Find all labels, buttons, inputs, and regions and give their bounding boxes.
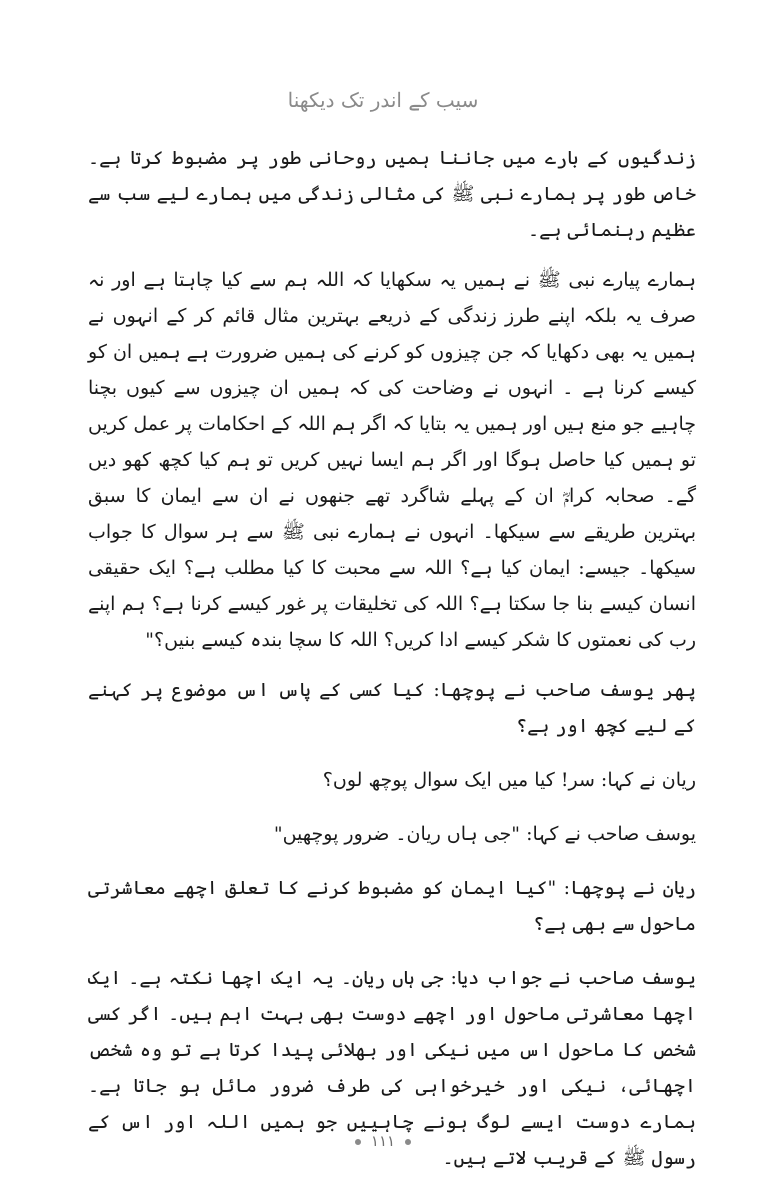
paragraph: زندگیوں کے بارے میں جاننا ہمیں روحانی طور پر مضبوط کرتا ہے۔ خاص طور پر ہمارے نبی ﷺ کی مثالی زندگی میں ہمارے لیے سب سے عظیم رہنمائی ہے۔ bbox=[88, 147, 696, 241]
paragraph: ہمارے پیارے نبی ﷺ نے ہمیں یہ سکھایا کہ اللہ ہم سے کیا چاہتا ہے اور نہ صرف یہ بلکہ اپنے طرز زندگی کے ذریعے بہترین مثال قائم کر کے انہوں نے ہمیں یہ بھی دکھایا کہ جن چیزوں کو کرنے کی ہمیں ضرورت ہے ہمیں ان کو کیسے کرنا ہے ۔ انہوں نے وضاحت کی کہ ہمیں ان چیزوں سے کیوں بچنا چاہیے جو منع ہیں اور ہمیں یہ بتایا کہ اگر ہم اللہ کے احکامات پر عمل کریں تو ہمیں کیا حاصل ہوگا اور اگر ہم ایسا نہیں کریں تو ہم کیا کچھ کھو دیں گے۔ صحابہ کرامؓ ان کے پہلے شاگرد تھے جنھوں نے ان سے ایمان کا سبق بہترین طریقے سے سیکھا۔ انہوں نے ہمارے نبی ﷺ سے ہر سوال کا جواب سیکھا۔ جیسے: ایمان کیا ہے؟ اللہ سے محبت کا کیا مطلب ہے؟ ایک حقیقی انسان کیسے بنا جا سکتا ہے؟ اللہ کی تخلیقات پر غور کیسے کرنا ہے؟ ہم اپنے رب کی نعمتوں کا شکر کیسے ادا کریں؟ اللہ کا سچا بندہ کیسے بنیں؟" bbox=[88, 269, 696, 651]
paragraph: ریان نے کہا: سر! کیا میں ایک سوال پوچھ لوں؟ bbox=[322, 769, 696, 791]
bullet-dot-icon bbox=[355, 1139, 361, 1145]
paragraph: یوسف صاحب نے کہا: "جی ہاں ریان۔ ضرور پوچھیں" bbox=[273, 823, 696, 845]
paragraph: ریان نے پوچھا: "کیا ایمان کو مضبوط کرنے کا تعلق اچھے معاشرتی ماحول سے بھی ہے؟ bbox=[88, 877, 696, 935]
bullet-dot-icon bbox=[405, 1139, 411, 1145]
paragraph: پھر یوسف صاحب نے پوچھا: کیا کسی کے پاس اس موضوع پر کہنے کے لیے کچھ اور ہے؟ bbox=[88, 679, 696, 737]
body-text bbox=[88, 140, 696, 1190]
running-title: سیب کے اندر تک دیکھنا bbox=[287, 88, 479, 112]
page-number: ۱۱۱ bbox=[370, 1132, 396, 1150]
page-footer bbox=[0, 1132, 766, 1150]
paragraph: یوسف صاحب نے جواب دیا: جی ہاں ریان۔ یہ ایک اچھا نکتہ ہے۔ ایک اچھا معاشرتی ماحول اور اچھے دوست بھی بہت اہم ہیں۔ اگر کسی شخص کا ماحول اس میں نیکی اور بھلائی پیدا کرتا ہے تو وہ شخص اچھائی، نیکی اور خیرخواہی کی طرف ضرور مائل ہو جاتا ہے۔ ہمارے دوست ایسے لوگ ہونے چاہییں جو ہمیں اللہ اور اس کے رسول ﷺ کے قریب لاتے ہیں۔ bbox=[88, 967, 696, 1169]
